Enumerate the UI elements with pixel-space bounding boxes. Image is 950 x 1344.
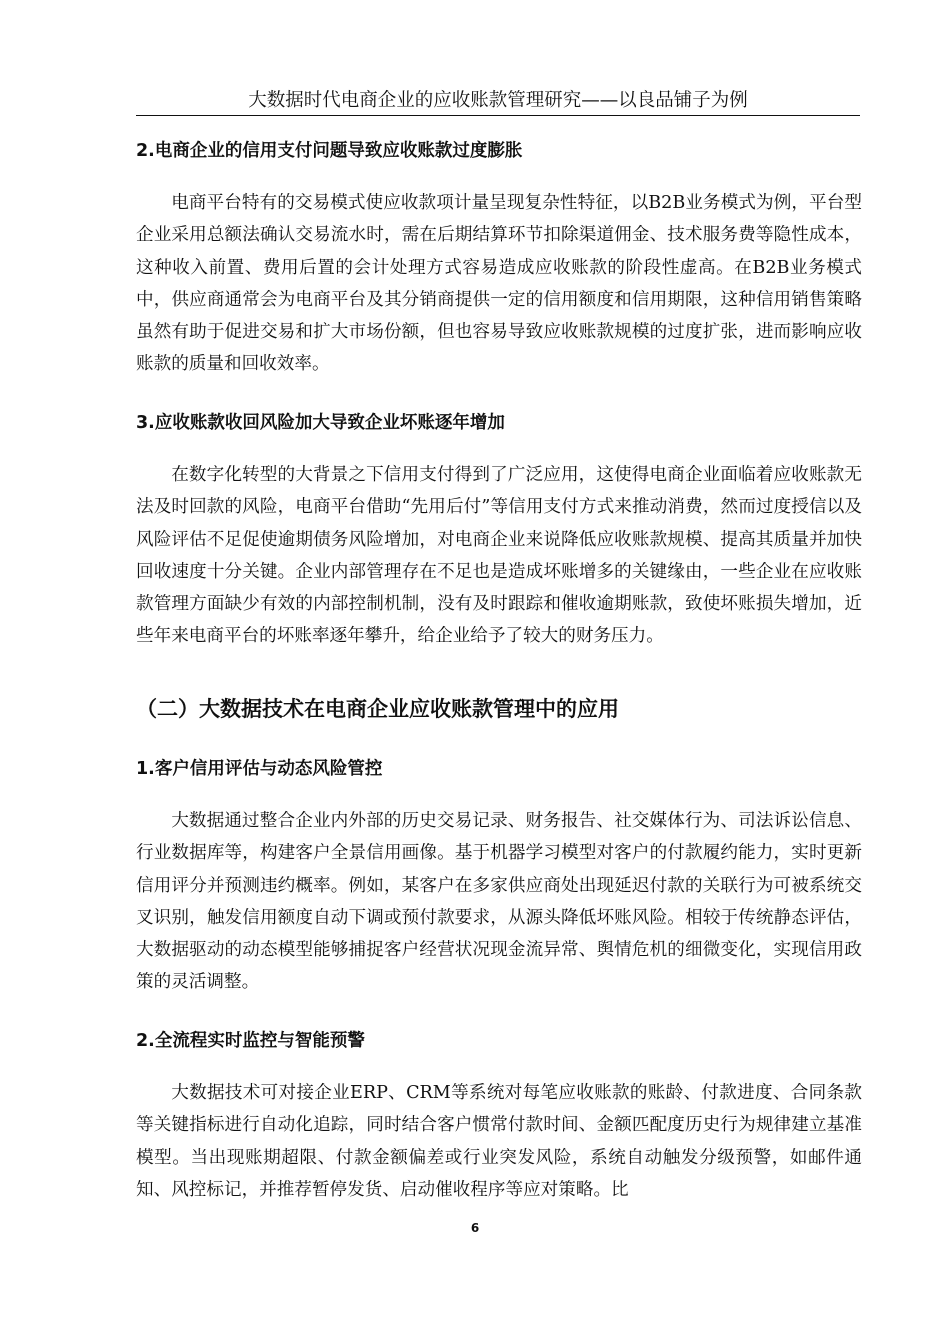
paragraph-bad-debt: 在数字化转型的大背景之下信用支付得到了广泛应用，这使得电商企业面临着应收账款无法及时回款的风险，电商平台借助“先用后付”等信用支付方式来推动消费，然而过度授信以及风险评估不足促使逾期债务风险增加，对电商企业来说降低应收账款规模、提高其质量并加快回收速度十分关键。企业内部管理存在不足也是造成坏账增多的关键缘由，一些企业在应收账款管理方面缺少有效的内部控制机制，没有及时跟踪和催收逾期账款，致使坏账损失增加，近些年来电商平台的坏账率逐年攀升，给企业给予了较大的财务压力。 <box>136 465 862 647</box>
header-rule <box>136 115 860 116</box>
section-heading-big-data: （二）大数据技术在电商企业应收账款管理中的应用 <box>136 697 619 721</box>
sub-heading-credit-payment: 2.电商企业的信用支付问题导致应收账款过度膨胀 <box>136 141 523 161</box>
paragraph-monitoring: 大数据技术可对接企业ERP、CRM等系统对每笔应收账款的账龄、付款进度、合同条款等关键指标进行自动化追踪，同时结合客户惯常付款时间、金额匹配度历史行为规律建立基准模型。当出现账期超限、付款金额偏差或行业突发风险，系统自动触发分级预警，如邮件通知、风控标记，并推荐暂停发货、启动催收程序等应对策略。比 <box>136 1083 862 1200</box>
sub-heading-credit-evaluation: 1.客户信用评估与动态风险管控 <box>136 759 383 779</box>
sub-heading-bad-debt: 3.应收账款收回风险加大导致企业坏账逐年增加 <box>136 413 505 433</box>
sub-heading-monitoring: 2.全流程实时监控与智能预警 <box>136 1031 365 1051</box>
running-header: 大数据时代电商企业的应收账款管理研究——以良品铺子为例 <box>248 90 748 111</box>
paragraph-credit-evaluation: 大数据通过整合企业内外部的历史交易记录、财务报告、社交媒体行为、司法诉讼信息、行业数据库等，构建客户全景信用画像。基于机器学习模型对客户的付款履约能力，实时更新信用评分并预测违约概率。例如，某客户在多家供应商处出现延迟付款的关联行为可被系统交叉识别，触发信用额度自动下调或预付款要求，从源头降低坏账风险。相较于传统静态评估，大数据驱动的动态模型能够捕捉客户经营状况现金流异常、舆情危机的细微变化，实现信用政策的灵活调整。 <box>136 811 862 993</box>
page-number: 6 <box>470 1221 480 1235</box>
paragraph-credit-payment: 电商平台特有的交易模式使应收款项计量呈现复杂性特征，以B2B业务模式为例，平台型企业采用总额法确认交易流水时，需在后期结算环节扣除渠道佣金、技术服务费等隐性成本，这种收入前置、费用后置的会计处理方式容易造成应收账款的阶段性虚高。在B2B业务模式中，供应商通常会为电商平台及其分销商提供一定的信用额度和信用期限，这种信用销售策略虽然有助于促进交易和扩大市场份额，但也容易导致应收账款规模的过度扩张，进而影响应收账款的质量和回收效率。 <box>136 193 862 375</box>
